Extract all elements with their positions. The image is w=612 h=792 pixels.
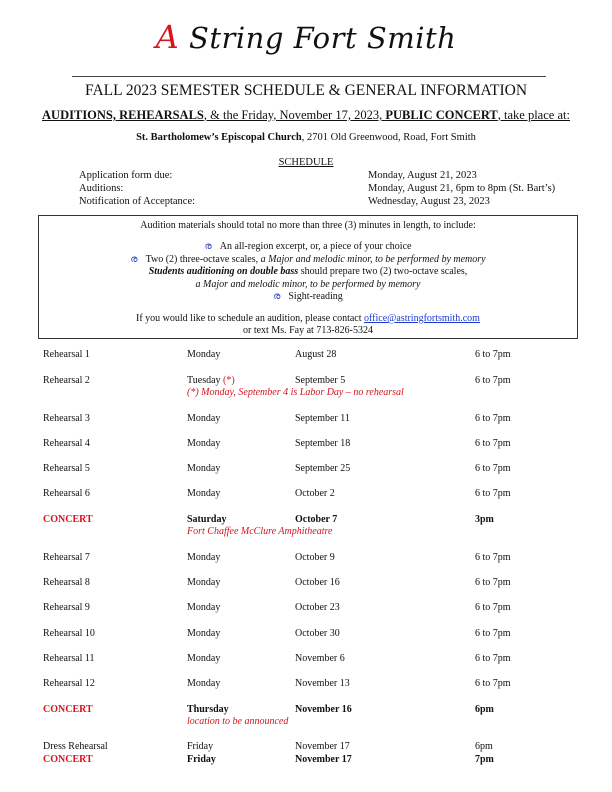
contact-text: If you would like to schedule an audition, please contact xyxy=(136,313,365,324)
row-time: 7pm xyxy=(475,754,494,765)
row-note: location to be announced xyxy=(187,716,289,727)
schedule-label: Auditions: xyxy=(79,183,124,194)
row-note: Fort Chaffee McClure Amphitheatre xyxy=(187,526,333,537)
row-date: November 17 xyxy=(295,754,352,765)
row-time: 6 to 7pm xyxy=(475,602,511,613)
row-event: Rehearsal 12 xyxy=(43,678,95,689)
audition-item-italic: a Major and melodic minor, to be performed by memory xyxy=(260,254,486,265)
row-day: Monday xyxy=(187,349,221,360)
bass-note-text: should prepare two (2) two-octave scales, xyxy=(298,266,468,277)
bullet-icon: ര xyxy=(204,241,212,252)
row-day: Monday xyxy=(187,628,221,639)
row-date: September 11 xyxy=(295,413,350,424)
row-event: Rehearsal 3 xyxy=(43,413,90,424)
row-day: Saturday xyxy=(187,514,227,525)
audition-item-text: Sight-reading xyxy=(288,291,343,302)
logo xyxy=(0,18,612,56)
row-time: 6 to 7pm xyxy=(475,552,511,563)
schedule-value: Monday, August 21, 2023 xyxy=(368,170,477,181)
row-event: Rehearsal 1 xyxy=(43,349,90,360)
row-time: 6 to 7pm xyxy=(475,375,511,386)
schedule-value: Wednesday, August 23, 2023 xyxy=(368,196,490,207)
row-day: Friday xyxy=(187,754,216,765)
row-event: CONCERT xyxy=(43,754,93,765)
row-day: Monday xyxy=(187,552,221,563)
page-title: FALL 2023 SEMESTER SCHEDULE & GENERAL INFORMATION xyxy=(84,82,528,99)
row-date: August 28 xyxy=(295,349,337,360)
row-date: November 6 xyxy=(295,653,345,664)
row-time: 6 to 7pm xyxy=(475,653,511,664)
bass-note xyxy=(38,266,578,277)
contact-line2: or text Ms. Fay at 713-826-5324 xyxy=(243,325,373,336)
row-day-text: Tuesday xyxy=(187,375,224,386)
logo-text: String Fort Smith xyxy=(179,21,457,55)
row-time: 6 to 7pm xyxy=(475,349,511,360)
row-day: Monday xyxy=(187,438,221,449)
divider xyxy=(72,76,546,77)
row-time: 6pm xyxy=(475,741,493,752)
bullet-icon: ര xyxy=(130,254,138,265)
row-day: Friday xyxy=(187,741,214,752)
subtitle-concert: PUBLIC CONCERT xyxy=(385,108,498,122)
audition-item-text: An all-region excerpt, or, a piece of your choice xyxy=(219,241,412,252)
schedule-label: Notification of Acceptance: xyxy=(79,196,196,207)
row-time: 6 to 7pm xyxy=(475,463,511,474)
row-date: October 2 xyxy=(295,488,335,499)
row-date: November 16 xyxy=(295,704,352,715)
row-date: October 9 xyxy=(295,552,335,563)
row-event: Dress Rehearsal xyxy=(43,741,108,752)
bass-note-line2: a Major and melodic minor, to be performed by memory xyxy=(195,279,421,290)
row-event: Rehearsal 8 xyxy=(43,577,90,588)
audition-intro: Audition materials should total no more than three (3) minutes in length, to include: xyxy=(140,220,476,231)
row-date: September 5 xyxy=(295,375,346,386)
row-time: 3pm xyxy=(475,514,494,525)
schedule-label: Application form due: xyxy=(79,170,173,181)
contact-email-link[interactable]: office@astringfortsmith.com xyxy=(364,313,480,324)
row-day: Monday xyxy=(187,678,221,689)
row-date: October 16 xyxy=(295,577,340,588)
bass-note-bold: Students auditioning on double bass xyxy=(148,266,299,277)
bullet-icon: ര xyxy=(273,291,281,302)
audition-item-text: Two (2) three-octave scales, xyxy=(145,254,261,265)
contact-line xyxy=(38,313,578,324)
row-day: Monday xyxy=(187,577,221,588)
venue-address: , 2701 Old Greenwood, Road, Fort Smith xyxy=(301,132,476,143)
row-date: September 25 xyxy=(295,463,351,474)
row-event: Rehearsal 7 xyxy=(43,552,90,563)
row-time: 6 to 7pm xyxy=(475,438,511,449)
row-day: Monday xyxy=(187,653,221,664)
row-event: Rehearsal 2 xyxy=(43,375,90,386)
row-date: October 30 xyxy=(295,628,340,639)
audition-item-sightreading xyxy=(38,291,578,302)
row-day: Monday xyxy=(187,488,221,499)
subtitle-auditions: AUDITIONS, REHEARSALS xyxy=(42,108,204,122)
logo-letter-a: A xyxy=(155,18,180,56)
row-date: October 23 xyxy=(295,602,340,613)
row-day xyxy=(187,375,235,386)
row-time: 6pm xyxy=(475,704,494,715)
row-date: September 18 xyxy=(295,438,351,449)
row-event: Rehearsal 9 xyxy=(43,602,90,613)
row-event: Rehearsal 11 xyxy=(43,653,95,664)
row-event: Rehearsal 10 xyxy=(43,628,95,639)
row-time: 6 to 7pm xyxy=(475,488,511,499)
schedule-heading: SCHEDULE xyxy=(278,157,334,168)
row-event: CONCERT xyxy=(43,514,93,525)
subtitle-end: , take place at: xyxy=(497,108,570,122)
audition-item-excerpt xyxy=(38,241,578,252)
row-date: November 13 xyxy=(295,678,350,689)
row-day: Monday xyxy=(187,413,221,424)
row-day: Monday xyxy=(187,463,221,474)
row-date: November 17 xyxy=(295,741,350,752)
row-day: Monday xyxy=(187,602,221,613)
row-event: Rehearsal 5 xyxy=(43,463,90,474)
row-day-marker: (*) xyxy=(223,375,235,386)
row-day: Thursday xyxy=(187,704,229,715)
row-event: Rehearsal 4 xyxy=(43,438,90,449)
row-event: Rehearsal 6 xyxy=(43,488,90,499)
row-note: (*) Monday, September 4 is Labor Day – no rehearsal xyxy=(187,387,404,398)
row-time: 6 to 7pm xyxy=(475,678,511,689)
row-time: 6 to 7pm xyxy=(475,413,511,424)
schedule-value: Monday, August 21, 6pm to 8pm (St. Bart’s) xyxy=(368,183,556,194)
row-date: October 7 xyxy=(295,514,338,525)
row-event: CONCERT xyxy=(43,704,93,715)
audition-item-scales xyxy=(38,254,578,265)
row-time: 6 to 7pm xyxy=(475,577,511,588)
row-time: 6 to 7pm xyxy=(475,628,511,639)
venue-name: St. Bartholomew’s Episcopal Church xyxy=(136,132,302,143)
venue xyxy=(0,132,612,143)
subtitle xyxy=(0,108,612,123)
subtitle-middle: , & the Friday, November 17, 2023, xyxy=(203,108,386,122)
